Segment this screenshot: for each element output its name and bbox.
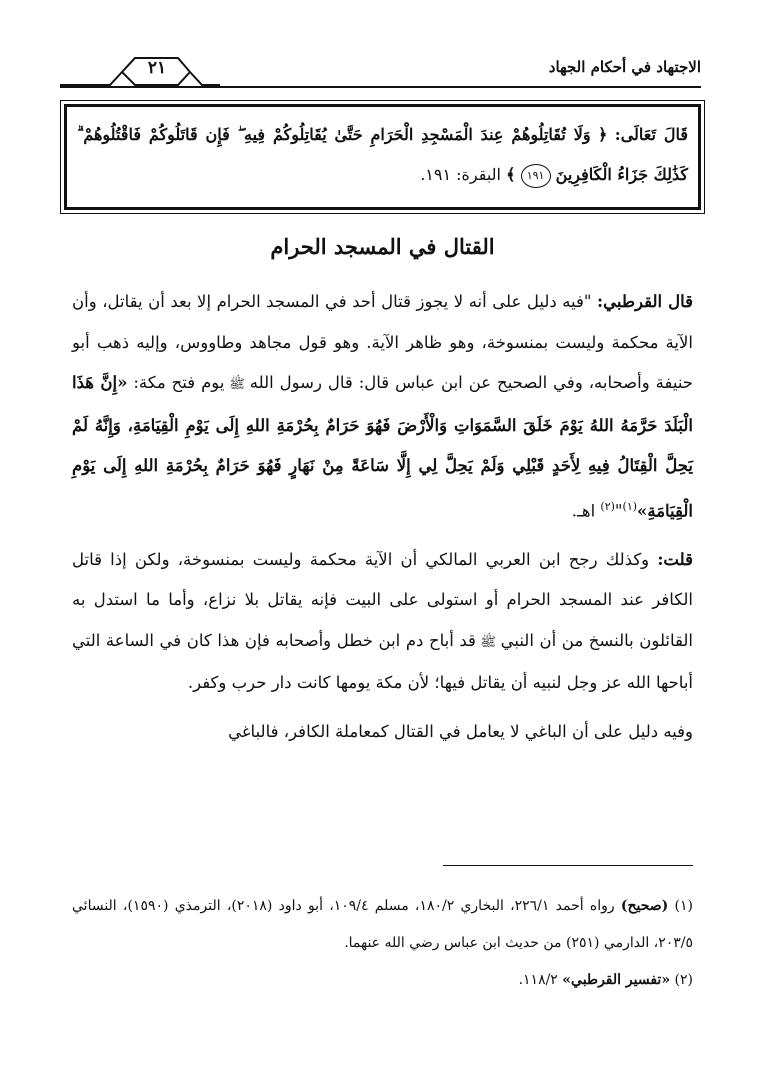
page-header xyxy=(60,48,701,88)
running-title: الاجتهاد في أحكام الجهاد xyxy=(548,58,701,76)
header-rule xyxy=(60,86,701,88)
verse-open-bracket: ﴿ xyxy=(598,125,608,144)
footnote-text: رواه أحمد ٢٢٦/١، البخاري ١٨٠/٢، مسلم ١٠٩/٤، أبو داود (٢٠١٨)، الترمذي (١٥٩٠)، النسائي ٢٠٣/٥، الدارمي (٢٥١) من حديث ابن عباس رضي الله عنهما. xyxy=(72,898,693,951)
verse-reference: البقرة: ١٩١. xyxy=(420,165,501,184)
salawat-symbol: ﷺ xyxy=(224,377,250,392)
page-number: ٢١ xyxy=(147,58,167,78)
footnote-grade: (صحيح) xyxy=(620,898,669,914)
footnotes xyxy=(72,888,693,999)
ayah-number-icon: ١٩١ xyxy=(521,164,551,188)
paragraph-text: "فيه دليل على أنه لا يجوز قتال أحد في المسجد الحرام إلا بعد أن يقاتل، وأن الآية محكمة وليست بمنسوخة، وهو ظاهر الآية. وهو قول مجاهد وطاووس، وإليه ذهب أبو حنيفة وأصحابه، وفي الصحيح عن ابن عباس قال: قال رسول الله xyxy=(72,292,694,392)
paragraph-lead: قال القرطبي: xyxy=(597,292,693,311)
paragraph-lead: قلت: xyxy=(657,549,693,569)
footnote-2 xyxy=(72,962,693,999)
paragraph-text: وكذلك رجح ابن العربي المالكي أن الآية محكمة وليست بمنسوخة، ولكن إذا قاتل الكافر عند المسجد الحرام أو استولى على البيت فإنه يقاتل بلا نزاع، وأما ما استدل به القائلون بالنسخ من أن النبي xyxy=(72,549,693,650)
quote-close: " xyxy=(614,501,623,520)
footnote-text: ١١٨/٢. xyxy=(518,972,563,988)
paragraph-text: يوم فتح مكة: xyxy=(127,373,225,392)
paragraph-text: قد أباح دم ابن خطل وأصحابه فإن هذا كان في الساعة التي أباحها الله عز وجل لنبيه أن يقاتل فيها؛ لأن مكة يومها كانت دار حرب وكفر. xyxy=(72,630,693,692)
verse-text: وَلَا تُقَاتِلُوهُمْ عِندَ الْمَسْجِدِ الْحَرَامِ حَتَّىٰ يُقَاتِلُوكُمْ فِيهِ ۖ فَإِن قَاتَلُوكُمْ فَاقْتُلُوهُمْ ۗ كَذَٰلِكَ جَزَاءُ الْكَافِرِينَ xyxy=(77,125,688,184)
footnote-mark: (١) xyxy=(674,898,693,914)
paragraph-tail: اهـ. xyxy=(571,501,601,520)
footnote-mark: (٢) xyxy=(674,972,693,988)
footnote-ref-1[interactable]: (١) xyxy=(622,499,638,513)
paragraph-rebel xyxy=(72,712,693,753)
verse-intro: قَالَ تَعَالَى: xyxy=(614,125,688,144)
paragraph-qurtubi xyxy=(72,282,693,532)
quran-verse xyxy=(77,115,688,199)
footnote-1 xyxy=(72,888,693,962)
footnote-divider xyxy=(443,865,693,866)
page-number-badge xyxy=(60,54,220,84)
paragraph-text: وفيه دليل على أن الباغي لا يعامل في القتال كمعاملة الكافر، فالباغي xyxy=(228,721,693,741)
quran-verse-box xyxy=(64,104,701,210)
section-heading: القتال في المسجد الحرام xyxy=(270,234,495,259)
footnote-ref-2[interactable]: (٢) xyxy=(600,499,615,513)
footnote-source: «تفسير القرطبي» xyxy=(562,972,671,988)
verse-close-bracket: ﴾ xyxy=(506,165,516,184)
paragraph-author-note xyxy=(72,540,693,704)
body-text xyxy=(72,282,693,752)
hadith-quote: «إِنَّ هَذَا الْبَلَدَ حَرَّمَهُ اللهُ يَوْمَ خَلَقَ السَّمَوَاتِ وَالْأَرْضَ فَهُوَ حَرَامٌ بِحُرْمَةِ اللهِ إِلَى يَوْمِ الْقِيَامَةِ، وَإِنَّهُ لَمْ يَحِلَّ الْقِتَالُ فِيهِ لِأَحَدٍ قَبْلِي وَلَمْ يَحِلَّ لِي إِلَّا سَاعَةً مِنْ نَهَارٍ فَهُوَ حَرَامٌ بِحُرْمَةِ اللهِ إِلَى يَوْمِ الْقِيَامَةِ» xyxy=(72,373,693,520)
salawat-symbol: ﷺ xyxy=(475,634,501,650)
